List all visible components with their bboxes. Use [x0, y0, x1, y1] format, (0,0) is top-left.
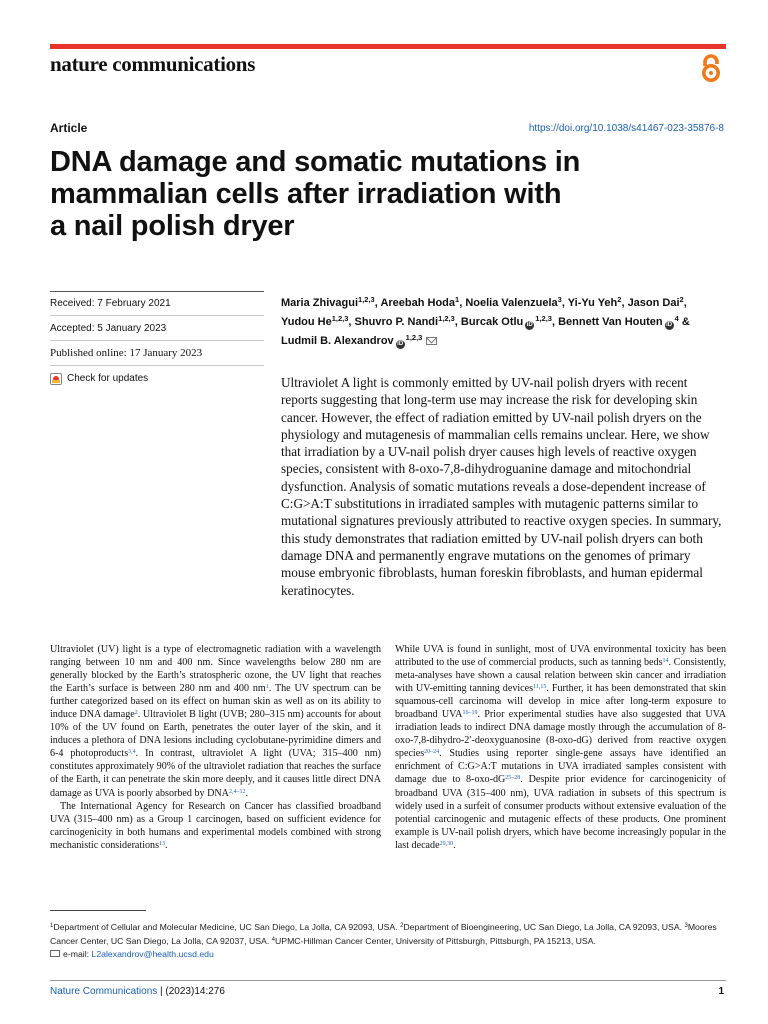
abstract: [281, 374, 725, 599]
footer-divider: [50, 980, 726, 981]
body-paragraph: The International Agency for Research on Cancer has classified broadband UVA (315–400 nm) as a Group 1 carcinogen, based on sufficient evidence for carcinogenicity in both humans and experimental models combined with strong mechanistic considerations$^{13}$.: [50, 800, 381, 851]
footnote-divider: [50, 910, 146, 911]
citation-ref[interactable]: 25–28: [505, 775, 521, 782]
article-title: [50, 146, 710, 242]
citation-ref[interactable]: 2: [134, 710, 138, 717]
journal-name[interactable]: nature communications: [50, 52, 256, 76]
citation-ref[interactable]: 14: [662, 658, 669, 665]
affiliation-marker: 2: [400, 923, 404, 929]
author-affiliation-marker: 2: [617, 295, 622, 304]
author-affiliation-marker: 3: [557, 295, 562, 304]
doi-link[interactable]: https://doi.org/10.1038/s41467-023-35876-8: [528, 123, 724, 134]
citation-ref[interactable]: 2,4–12: [228, 788, 246, 795]
author-affiliation-marker: 1,2,3: [358, 295, 375, 304]
title-line: a nail polish dryer: [50, 210, 295, 242]
abstract-text: Ultraviolet A light is commonly emitted by UV-nail polish dryers with recent reports suggesting that long-term use may increase the risk for developing skin cancer. However, the effect of radiation emitted by UV-nail polish dryers on the physiology and mutagenesis of mammalian cells remains unclear. Here, we show that irradiation by a UV-nail polish dryer causes high levels of reactive oxygen species, consistent with 8-oxo-7,8-dihydroguanine damage and mitochondrial dysfunction. Analysis of somatic mutations reveals a dose-dependent increase of C:G>A:T substitutions in irradiated samples with mutagenic patterns similar to mutational signatures previously attributed to reactive oxygen species. In summary, this study demonstrates that radiation emitted by UV-nail polish dryers can both damage DNA and permanently engrave mutations on the genomes of primary mouse embryonic fibroblasts, human foreskin fibroblasts, and human epidermal keratinocytes.: [281, 375, 722, 598]
author-list: Maria Zhivagui$^{1,2,3}$, Areebah Hoda$^1$, Noelia Valenzuela$^3$, Yi-Yu Yeh$^2$, Jason Dai$^2$, Yudou He$^{1,2,3}$, Shuvro P. Nandi$^{1,2,3}$, Burcak Otlu iD$^{1,2,3}$, Bennett Van Houten $iD^4$ & Ludmil B. Alexandrov iD$^{1,2,3}$: [281, 295, 690, 347]
orcid-icon[interactable]: iD: [397, 341, 404, 347]
published-date: Published online: 17 January 2023: [50, 341, 264, 366]
correspondence: [50, 948, 730, 962]
orcid-icon[interactable]: iD: [526, 322, 533, 328]
page-number: 1: [718, 986, 724, 997]
affiliation-marker: 1: [50, 923, 54, 929]
footer-volume: | (2023)14:276: [157, 986, 225, 997]
affiliations: [50, 921, 730, 962]
body-column-left: [50, 643, 381, 852]
citation-ref[interactable]: 29,30: [439, 840, 454, 847]
open-access-icon: [699, 54, 723, 84]
author-name[interactable]: Yudou He: [281, 316, 332, 328]
author-affiliation-marker: 2: [679, 295, 684, 304]
check-for-updates-icon: [50, 373, 62, 385]
author-name[interactable]: Areebah Hoda: [380, 297, 456, 309]
affiliation-marker: 4: [271, 936, 275, 943]
orcid-icon[interactable]: iD: [666, 322, 673, 328]
author-name[interactable]: Ludmil B. Alexandrov: [281, 335, 394, 347]
author-name[interactable]: Maria Zhivagui: [281, 297, 359, 309]
body-column-right: [395, 643, 726, 852]
check-for-updates-button[interactable]: [50, 366, 264, 391]
article-history: [50, 291, 264, 391]
author-affiliation-marker: 1,2,3: [535, 314, 552, 323]
author-affiliation-marker: 1,2,3: [331, 314, 349, 323]
citation-ref[interactable]: 11,15: [533, 684, 547, 691]
envelope-icon[interactable]: [426, 337, 437, 345]
citation-ref[interactable]: 16–19: [462, 710, 478, 717]
footer-citation: [50, 986, 225, 997]
body-paragraph: Ultraviolet (UV) light is a type of electromagnetic radiation with a wavelength ranging between 10 nm and 400 nm. Since wavelengths below 280 nm are generally blocked by the Earth’s stratospheric ozone, the UV light that reaches the Earth’s surface is between 280 nm and 400 $nm^1$. The UV spectrum can be further categorized based on its effect on human skin as well as on its ability to induce DNA damage$^2$. Ultraviolet B light (UVB; 280–315 nm) accounts for about 10% of the UV found on Earth, penetrates the outer layer of the skin, and it induces a plethora of DNA lesions including cyclobutane-pyrimidine dimers and 6-4 photoproducts$^{3,4}$. In contrast, ultraviolet A light (UVA; 315–400 nm) constitutes approximately 90% of the ultraviolet radiation that reaches the surface of the Earth, it can penetrate the skin more deeply, and it causes little direct DNA damage as UVA is poorly absorbed by DNA$^{2,4-12}$.: [50, 644, 381, 799]
footer-journal-link[interactable]: Nature Communications: [50, 986, 158, 997]
author-name[interactable]: Noelia Valenzuela: [465, 297, 558, 309]
author-affiliation-marker: 4: [674, 314, 679, 323]
envelope-icon: [50, 950, 60, 957]
article-type: Article: [50, 121, 88, 135]
email-link[interactable]: L2alexandrov@health.ucsd.edu: [91, 949, 214, 959]
citation-ref[interactable]: 13: [159, 840, 166, 847]
author-name[interactable]: Yi-Yu Yeh: [567, 297, 618, 309]
title-line: mammalian cells after irradiation with: [50, 178, 562, 210]
header-accent-bar: [50, 44, 726, 49]
author-name[interactable]: Bennett Van Houten: [558, 316, 663, 328]
check-for-updates-label: Check for updates: [67, 373, 149, 384]
author-name[interactable]: Burcak Otlu: [460, 316, 524, 328]
affiliation-marker: 3: [684, 923, 688, 929]
author-name[interactable]: Jason Dai: [627, 297, 680, 309]
title-line: DNA damage and somatic mutations in: [50, 146, 581, 178]
accepted-date: Accepted: 5 January 2023: [50, 316, 264, 341]
author-name[interactable]: Shuvro P. Nandi: [354, 316, 439, 328]
author-affiliation-marker: 1: [455, 295, 460, 304]
body-paragraph: While UVA is found in sunlight, most of UVA environmental toxicity has been attributed to the use of commercial products, such as tanning beds$^{14}$. Consistently, meta-analyses have shown a causal relation between skin cancer and irradiation with UV-emitting tanning devices$^{11,15}$. Further, it has been demonstrated that skin squamous-cell carcinoma will develop in mice after long-term exposure to broadband UVA$^{16-19}$. Prior experimental studies have also suggested that UVA irradiation leads to indirect DNA damage mostly through the accumulation of 8-oxo-7,8-dihydro-2′-deoxyguanosine (8-oxo-dG) derived from reactive oxygen species$^{20-24}$. Studies using reporter single-gene assays have identified an enrichment of C:G>A:T mutations in UVA irradiated samples consistent with damage due to $8-oxo-dG^{25-28}$. Despite prior evidence for carcinogenicity of broadband UVA (315–400 nm), UVA radiation in subsets of this spectrum is widely used in a surfeit of consumer products without extensive evaluation of the potential carcinogenic and mutagenic effects of these products. One prominent example is UV-nail polish dryers, which have become increasingly popular in the last decade$^{29,30}$.: [395, 644, 726, 851]
affiliation-text: $^1$Department of Cellular and Molecular Medicine, UC San Diego, La Jolla, CA 92093, USA. $^2$Department of Bioengineering, UC San Diego, La Jolla, CA 92093, USA. $^3$Moores Cancer Center, UC San Diego, La Jolla, CA 92037, USA. $^4$UPMC-Hillman Cancer Center, University of Pittsburgh, Pittsburgh, PA 15213, USA.: [50, 922, 717, 946]
citation-ref[interactable]: 3,4: [128, 749, 136, 756]
author-affiliation-marker: 1,2,3: [438, 314, 455, 323]
citation-ref[interactable]: 1: [265, 684, 269, 691]
received-date: Received: 7 February 2021: [50, 291, 264, 316]
email-label: e-mail:: [63, 949, 92, 959]
citation-ref[interactable]: 20–24: [424, 749, 440, 756]
author-affiliation-marker: 1,2,3: [405, 333, 423, 342]
